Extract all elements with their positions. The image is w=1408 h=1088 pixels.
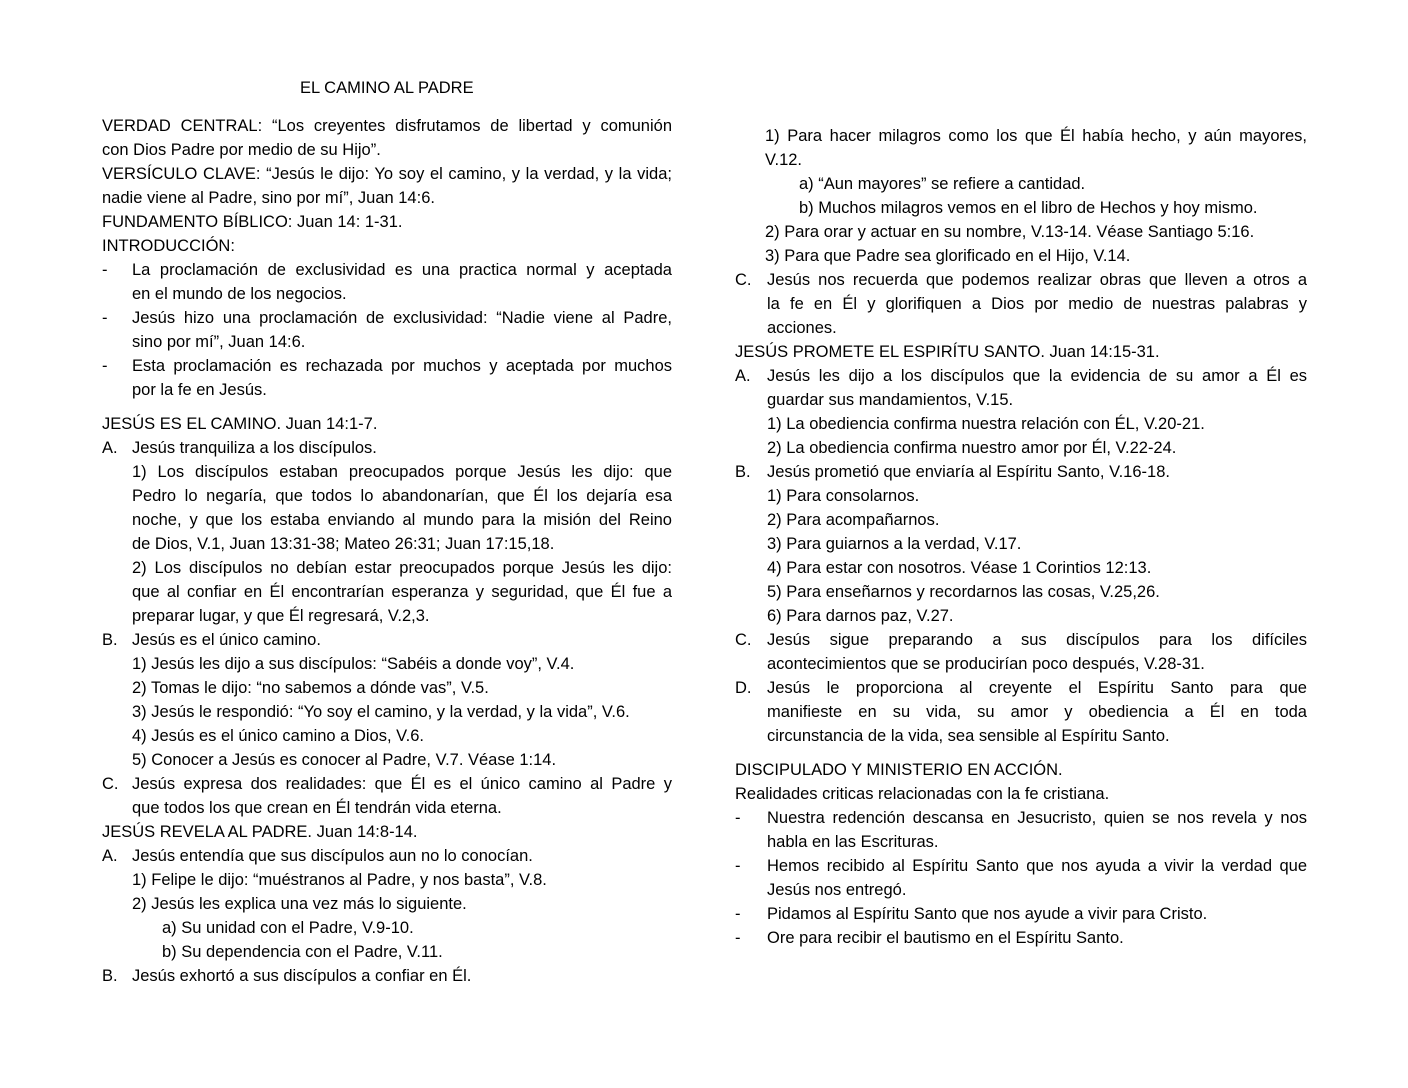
text-line: 1) Jesús les dijo a sus discípulos: “Sabéis a donde voy”, V.4. xyxy=(132,655,575,673)
text-line: Jesús es el único camino. xyxy=(132,631,321,649)
list-marker: - xyxy=(735,905,741,923)
text-line: acontecimientos que se producirían poco después, V.28-31. xyxy=(767,655,1205,673)
text-line: 1) Para hacer milagros como los que Él había hecho, y aún mayores, xyxy=(765,127,1307,145)
document-title: EL CAMINO AL PADRE xyxy=(300,79,474,97)
text-line: VERDAD CENTRAL: “Los creyentes disfrutamos de libertad y comunión xyxy=(102,117,672,135)
text-line: Esta proclamación es rechazada por muchos y aceptada por muchos xyxy=(132,357,672,375)
list-marker: - xyxy=(735,809,741,827)
text-line: Jesús exhortó a sus discípulos a confiar en Él. xyxy=(132,967,472,985)
text-line: JESÚS REVELA AL PADRE. Juan 14:8-14. xyxy=(102,823,418,841)
list-marker: D. xyxy=(735,679,752,697)
list-marker: C. xyxy=(735,271,752,289)
list-marker: B. xyxy=(735,463,751,481)
text-line: Jesús entendía que sus discípulos aun no lo conocían. xyxy=(132,847,533,865)
list-marker: B. xyxy=(102,631,118,649)
list-marker: A. xyxy=(102,439,118,457)
text-line: 2) Para acompañarnos. xyxy=(767,511,940,529)
text-line: 6) Para darnos paz, V.27. xyxy=(767,607,954,625)
list-marker: - xyxy=(102,309,108,327)
text-line: FUNDAMENTO BÍBLICO: Juan 14: 1-31. xyxy=(102,213,403,231)
text-line: Jesús tranquiliza a los discípulos. xyxy=(132,439,377,457)
text-line: circunstancia de la vida, sea sensible al Espíritu Santo. xyxy=(767,727,1170,745)
text-line: 2) Jesús les explica una vez más lo siguiente. xyxy=(132,895,467,913)
text-line: 1) Para consolarnos. xyxy=(767,487,920,505)
text-line: Jesús nos recuerda que podemos realizar obras que lleven a otros a xyxy=(767,271,1307,289)
text-line: guardar sus mandamientos, V.15. xyxy=(767,391,1014,409)
text-line: INTRODUCCIÓN: xyxy=(102,237,235,255)
text-line: V.12. xyxy=(765,151,803,169)
text-line: 2) Los discípulos no debían estar preocupados porque Jesús les dijo: xyxy=(132,559,672,577)
text-line: Jesús prometió que enviaría al Espíritu Santo, V.16-18. xyxy=(767,463,1170,481)
list-marker: A. xyxy=(735,367,751,385)
text-line: 2) Tomas le dijo: “no sabemos a dónde vas”, V.5. xyxy=(132,679,489,697)
text-line: por la fe en Jesús. xyxy=(132,381,267,399)
text-line: nadie viene al Padre, sino por mí”, Juan 14:6. xyxy=(102,189,435,207)
text-line: acciones. xyxy=(767,319,837,337)
list-marker: - xyxy=(102,357,108,375)
text-line: Pidamos al Espíritu Santo que nos ayude a vivir para Cristo. xyxy=(767,905,1208,923)
text-line: preparar lugar, y que Él regresará, V.2,3. xyxy=(132,607,430,625)
list-marker: - xyxy=(102,261,108,279)
list-marker: - xyxy=(735,929,741,947)
text-line: VERSÍCULO CLAVE: “Jesús le dijo: Yo soy el camino, y la verdad, y la vida; xyxy=(102,165,672,183)
text-line: en el mundo de los negocios. xyxy=(132,285,347,303)
text-line: 1) La obediencia confirma nuestra relación con ÉL, V.20-21. xyxy=(767,415,1205,433)
list-marker: C. xyxy=(735,631,752,649)
text-line: JESÚS PROMETE EL ESPIRÍTU SANTO. Juan 14:15-31. xyxy=(735,343,1160,361)
text-line: La proclamación de exclusividad es una practica normal y aceptada xyxy=(132,261,672,279)
text-line: 4) Jesús es el único camino a Dios, V.6. xyxy=(132,727,424,745)
text-line: sino por mí”, Juan 14:6. xyxy=(132,333,306,351)
text-line: Jesús expresa dos realidades: que Él es el único camino al Padre y xyxy=(132,775,672,793)
text-line: Nuestra redención descansa en Jesucristo, quien se nos revela y nos xyxy=(767,809,1307,827)
text-line: b) Muchos milagros vemos en el libro de Hechos y hoy mismo. xyxy=(799,199,1258,217)
text-line: 5) Para enseñarnos y recordarnos las cosas, V.25,26. xyxy=(767,583,1160,601)
text-line: manifieste en su vida, su amor y obediencia a Él en toda xyxy=(767,703,1307,721)
list-marker: B. xyxy=(102,967,118,985)
text-line: de Dios, V.1, Juan 13:31-38; Mateo 26:31; Juan 17:15,18. xyxy=(132,535,555,553)
text-line: 2) Para orar y actuar en su nombre, V.13-14. Véase Santiago 5:16. xyxy=(765,223,1255,241)
text-line: 4) Para estar con nosotros. Véase 1 Corintios 12:13. xyxy=(767,559,1152,577)
text-line: que al confiar en Él encontrarían esperanza y seguridad, que Él fue a xyxy=(132,583,672,601)
text-line: la fe en Él y glorifiquen a Dios por medio de nuestras palabras y xyxy=(767,295,1307,313)
text-line: Jesús les dijo a los discípulos que la evidencia de su amor a Él es xyxy=(767,367,1307,385)
list-marker: C. xyxy=(102,775,119,793)
text-line: Ore para recibir el bautismo en el Espíritu Santo. xyxy=(767,929,1124,947)
text-line: Jesús nos entregó. xyxy=(767,881,907,899)
text-line: Hemos recibido al Espíritu Santo que nos ayuda a vivir la verdad que xyxy=(767,857,1307,875)
text-line: 2) La obediencia confirma nuestro amor por Él, V.22-24. xyxy=(767,439,1177,457)
text-line: 3) Jesús le respondió: “Yo soy el camino, y la verdad, y la vida”, V.6. xyxy=(132,703,630,721)
text-line: a) “Aun mayores” se refiere a cantidad. xyxy=(799,175,1086,193)
list-marker: A. xyxy=(102,847,118,865)
text-line: 3) Para guiarnos a la verdad, V.17. xyxy=(767,535,1022,553)
text-line: b) Su dependencia con el Padre, V.11. xyxy=(162,943,443,961)
text-line: 1) Felipe le dijo: “muéstranos al Padre, y nos basta”, V.8. xyxy=(132,871,547,889)
text-line: Jesús hizo una proclamación de exclusividad: “Nadie viene al Padre, xyxy=(132,309,672,327)
list-marker: - xyxy=(735,857,741,875)
text-line: que todos los que crean en Él tendrán vida eterna. xyxy=(132,799,502,817)
text-line: 1) Los discípulos estaban preocupados porque Jesús les dijo: que xyxy=(132,463,672,481)
text-line: Jesús sigue preparando a sus discípulos para los difíciles xyxy=(767,631,1307,649)
text-line: con Dios Padre por medio de su Hijo”. xyxy=(102,141,381,159)
text-line: 5) Conocer a Jesús es conocer al Padre, V.7. Véase 1:14. xyxy=(132,751,557,769)
text-line: noche, y que los estaba enviando al mundo para la misión del Reino xyxy=(132,511,672,529)
text-line: Realidades criticas relacionadas con la fe cristiana. xyxy=(735,785,1110,803)
text-line: Jesús le proporciona al creyente el Espíritu Santo para que xyxy=(767,679,1307,697)
text-line: a) Su unidad con el Padre, V.9-10. xyxy=(162,919,414,937)
text-line: 3) Para que Padre sea glorificado en el Hijo, V.14. xyxy=(765,247,1131,265)
text-line: JESÚS ES EL CAMINO. Juan 14:1-7. xyxy=(102,415,378,433)
text-line: DISCIPULADO Y MINISTERIO EN ACCIÓN. xyxy=(735,761,1063,779)
text-line: Pedro lo negaría, que todos lo abandonarían, que Él los dejaría esa xyxy=(132,487,672,505)
text-line: habla en las Escrituras. xyxy=(767,833,939,851)
